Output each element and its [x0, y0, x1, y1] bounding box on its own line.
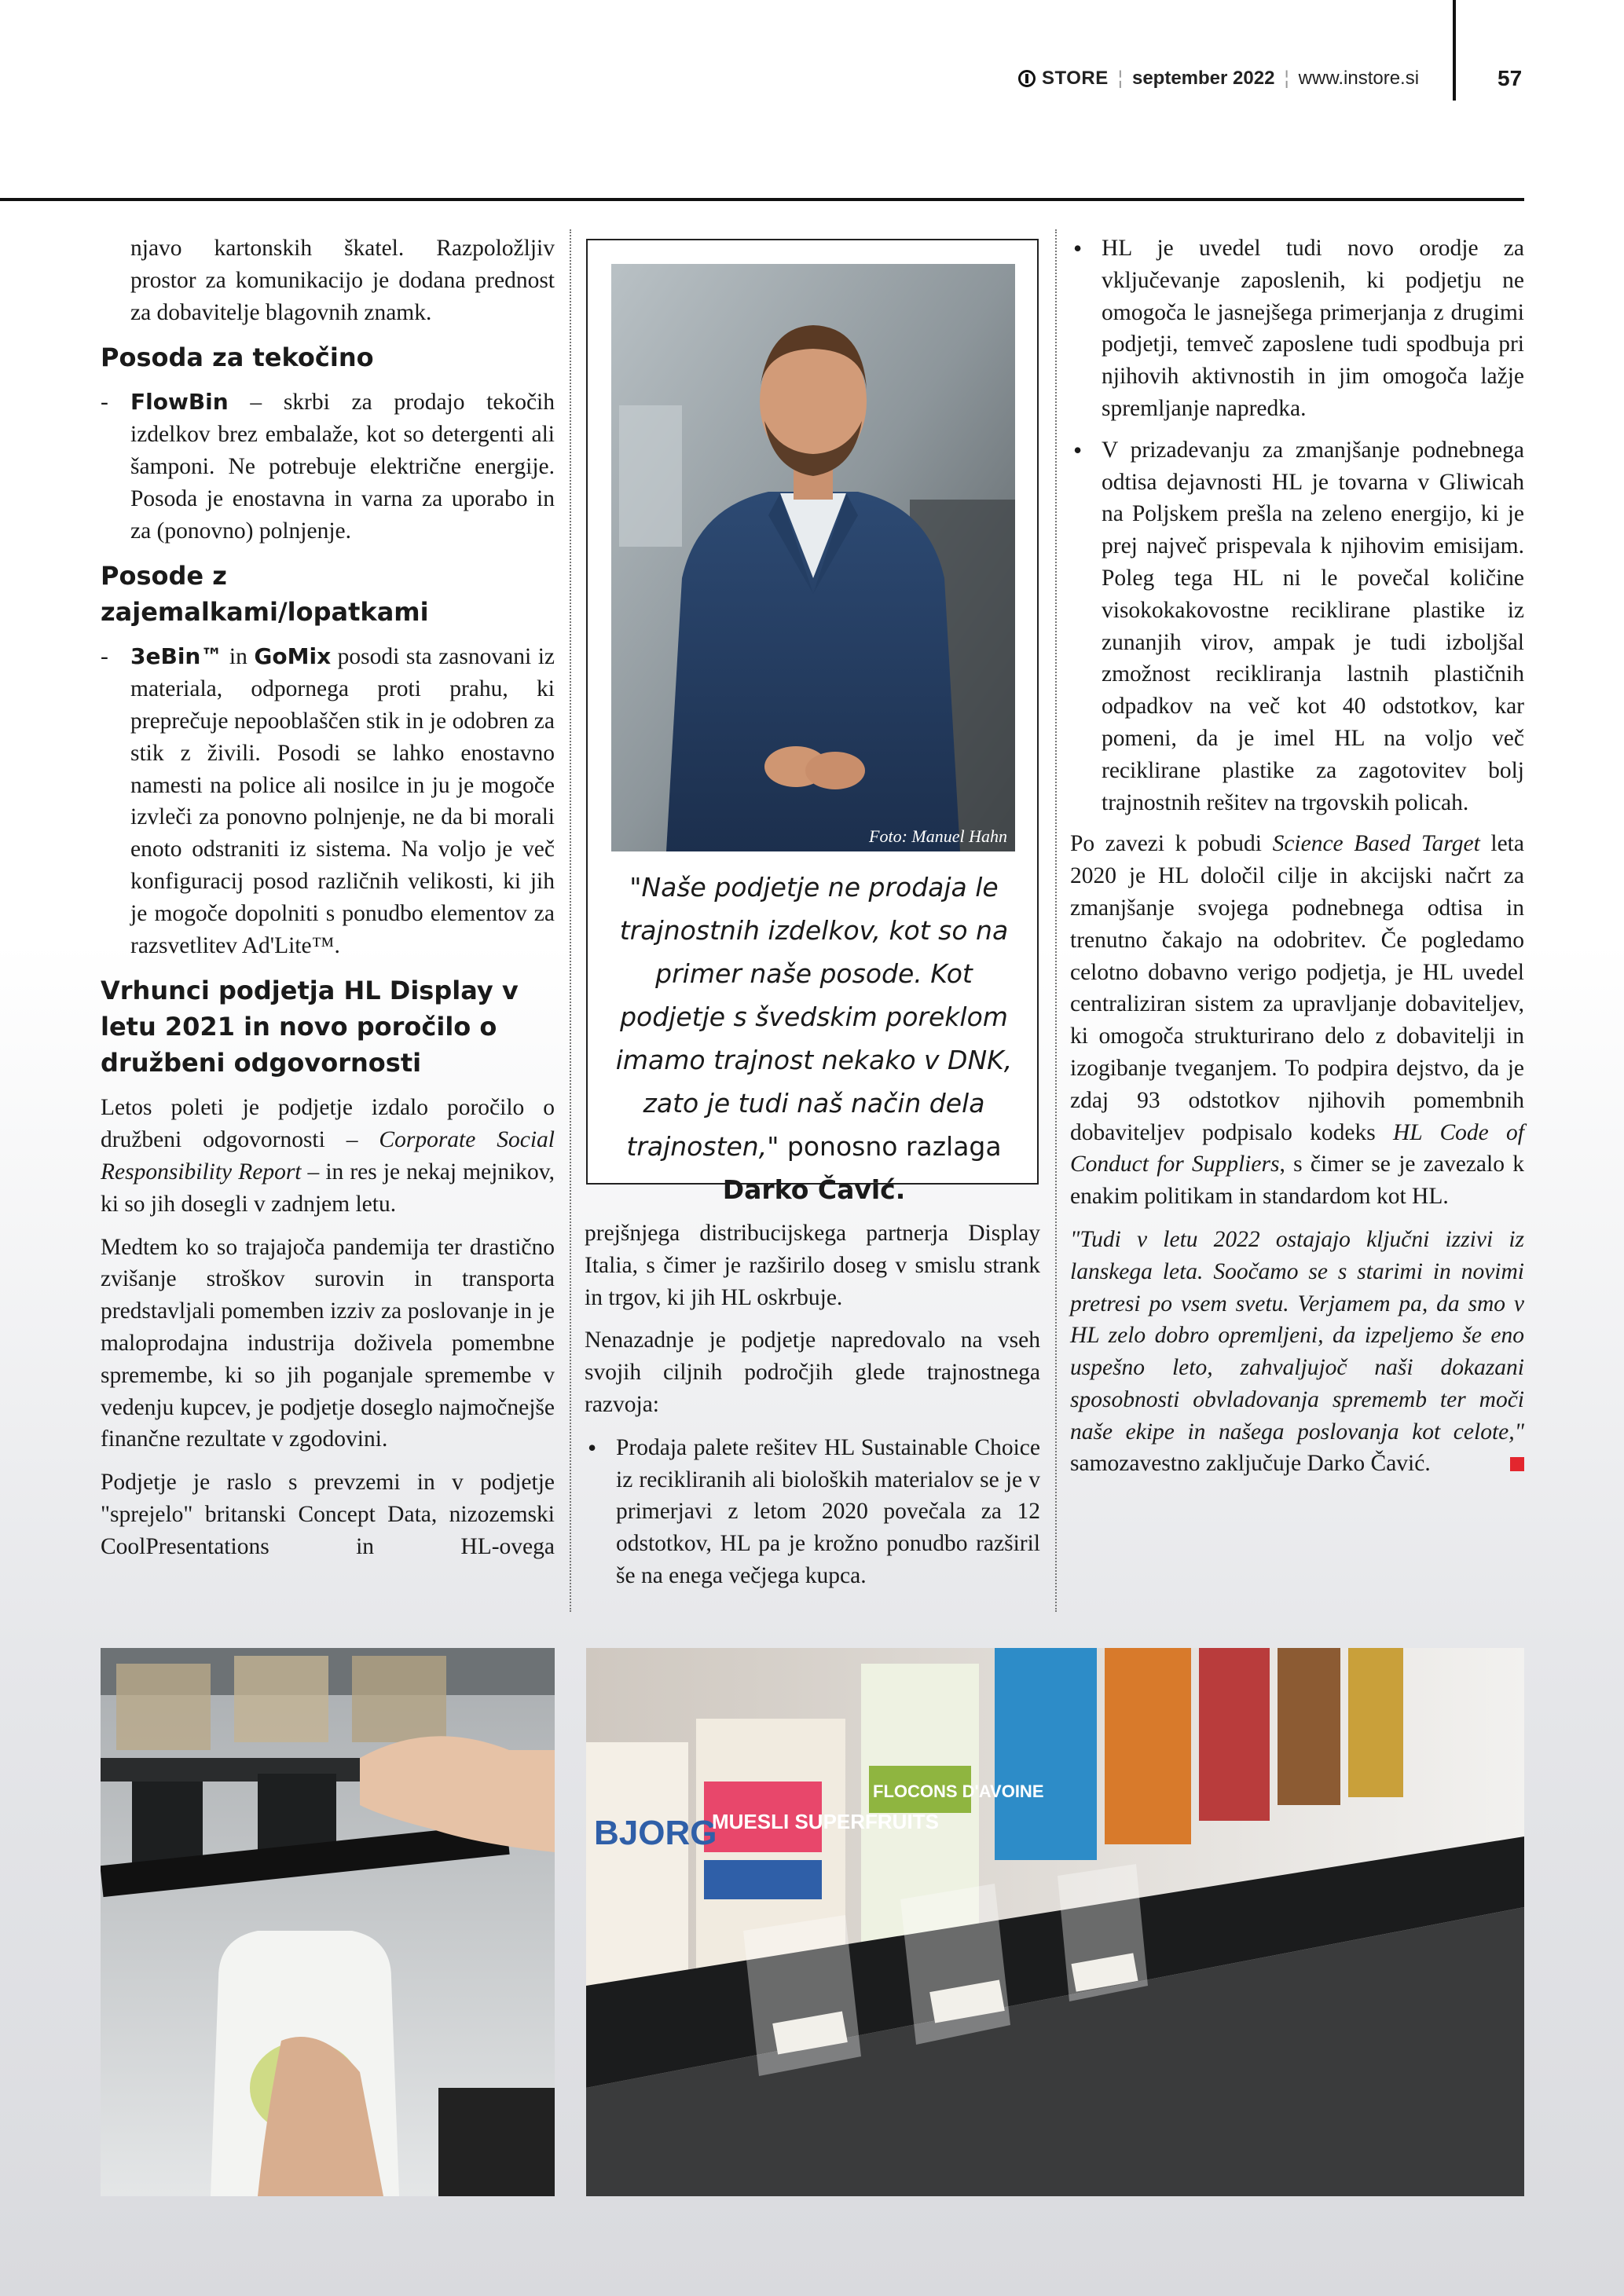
list-item-3ebin-gomix: - 3eBin™ in GoMix posodi sta zasnovani iz materiala, odpornega proti prahu, ki preprečuje nepooblaščen stik in je odobren za stik z živili. Posodi se lahko enostavno namesti na police ali nosilce in ju je mogoče izvleči za ponovno polnjenje, ne da bi morali enoto odstraniti iz sistema. Na voljo je več konfiguracij posod različnih velikosti, ki jih je mogoče dopolniti s ponudbo elementov za razsvetlitev Ad'Lite™. — [101, 641, 555, 961]
product-name-3ebin: 3eBin™ — [130, 643, 223, 670]
paragraph-intro-line: njavo kartonskih škatel. Razpoložljiv — [130, 236, 555, 261]
end-of-article-mark — [1510, 1457, 1524, 1471]
paragraph-closing-quote: "Tudi v letu 2022 ostajajo ključni izzivi iz lanskega leta. Soočamo se s starimi in novimi pretresi po vsem svetu. Verjamem pa, da smo v HL zelo dobro opremljeni, da izpeljemo še eno uspešno leto, zahvaljujoč naši dokazani sposobnosti obvladovanja sprememb ter moči naše ekipe in našega poslovanja kot celote," samozavestno zaključuje Darko Čavić. — [1070, 1226, 1524, 1477]
heading-scoop-containers: Posode z zajemalkami/lopatkami — [101, 561, 429, 628]
dispenser-illustration — [101, 1648, 555, 2196]
product-name-flowbin: FlowBin — [130, 389, 229, 416]
column-separator — [1055, 229, 1057, 1612]
running-header — [1018, 68, 1419, 90]
paragraph-pandemic: Medtem ko so trajajoča pandemija ter drastično zvišanje stroškov surovin in transporta predstavljali pomemben izziv za poslovanje in je maloprodajna industrija doživela pomembne spremembe, ki so jih poganjale spremembe v vedenju kupcev, je podjetje doseglo najmočnejše finančne rezultate v zgodovini. — [101, 1234, 555, 1452]
product-label-flocons: FLOCONS D'AVOINE — [873, 1782, 1044, 1801]
instore-logo-icon — [1018, 70, 1036, 87]
cereal-bins-illustration — [586, 1648, 1524, 2196]
product-name-gomix: GoMix — [254, 643, 332, 670]
column-3 — [1070, 233, 1524, 1491]
list-item: • V prizadevanju za zmanjšanje podnebnega odtisa dejavnosti HL je tovarna v Gliwicah na Poljskem prešla na zeleno energijo, ki je prej največ prispevala k njihovim emisijam. Poleg tega HL ni le povečal količine visokokakovostne reciklirane plastike iz zunanjih virov, ampak je tudi izboljšal zmožnost recikliranja lastnih plastičnih odpadkov na več kot 40 odstotkov, kar pomeni, da je imel HL na voljo več reciklirane plastike za zagotovitev bolj trajnostnih rešitev na trgovskih policah. — [1070, 434, 1524, 819]
paragraph-intro: prostor za komunikacijo je dodana prednost za dobavitelje blagovnih znamk. — [130, 267, 555, 325]
sustainability-list — [585, 1432, 1040, 1592]
quote-box — [586, 239, 1039, 1205]
product-brand-label: BJORG — [594, 1814, 717, 1852]
column-separator — [570, 229, 571, 1612]
photo-credit: Foto: Manuel Hahn — [869, 826, 1007, 846]
list-item: • Prodaja palete rešitev HL Sustainable Choice iz recikliranih ali bioloških materialov se je v primerjavi z letom 2020 povečala za 12 odstotkov, HL pa je krožno ponudbo razširil še na enega večjega kupca. — [585, 1432, 1040, 1592]
list-item: • HL je uvedel tudi novo orodje za vključevanje zaposlenih, ki podjetju ne omogoča le jasnejšega primerjanja z drugimi podjetji, temveč zaposlene tudi spodbuja pri njihovih aktivnostih in jim omogoča lažje spremljanje napredka. — [1070, 233, 1524, 425]
header-issue: september 2022 — [1131, 68, 1275, 89]
paragraph-csr-report: Letos poleti je podjetje izdalo poročilo o družbeni odgovornosti – Corporate Social Responsibility Report – in res je nekaj mejnikov, ki so jih dosegli v zadnjem letu. — [101, 1095, 555, 1217]
header-vertical-rule — [1453, 0, 1456, 101]
column-2 — [585, 1218, 1040, 1602]
heading-highlights: Vrhunci podjetja HL Display v letu 2021 in novo poročilo o družbeni odgovornosti — [101, 976, 519, 1078]
header-rule — [0, 198, 1524, 201]
paragraph-sustainability-goals: Nenazadnje je podjetje napredovalo na vseh svojih ciljnih področjih glede trajnostnega razvoja: — [585, 1327, 1040, 1417]
liquid-dispenser-photo — [101, 1648, 555, 2196]
portrait-photo — [611, 264, 1015, 851]
sustainability-list-continued — [1070, 233, 1524, 818]
product-label-muesli: MUESLI SUPERFRUITS — [712, 1810, 939, 1833]
paragraph-display-italia: prejšnjega distribucijskega partnerja Display Italia, s čimer je razširilo doseg v smislu strank in trgov, ki jih HL oskrbuje. — [585, 1221, 1040, 1310]
header-separator: ¦ — [1284, 68, 1289, 89]
header-brand: STORE — [1042, 68, 1109, 89]
list-item-flowbin: - FlowBin – skrbi za prodajo tekočih izdelkov brez embalaže, kot so detergenti ali šamponi. Ne potrebuje električne energije. Posoda je enostavna in varna za uporabo in za (ponovno) polnjenje. — [101, 386, 555, 547]
paragraph-acquisitions: Podjetje je raslo s prevzemi in v podjetje "sprejelo" britanski Concept Data, nizozemski CoolPresentations in HL-ovega — [101, 1470, 555, 1559]
quote-speaker: Darko Čavić. — [722, 1174, 906, 1205]
column-1 — [101, 233, 555, 1574]
page-number: 57 — [1498, 66, 1523, 90]
header-url[interactable]: www.instore.si — [1298, 68, 1420, 89]
pull-quote: "Naše podjetje ne prodaja le trajnostnih izdelkov, kot so na primer naše posode. Kot podjetje s švedskim poreklom imamo trajnost nekako v DNK, zato je tudi naš način dela trajnosten," ponosno razlaga Darko Čavić. — [615, 872, 1013, 1205]
heading-liquid-container: Posoda za tekočino — [101, 342, 374, 373]
cereal-bins-photo — [586, 1648, 1524, 2196]
quote-text: "Naše podjetje ne prodaja le trajnostnih izdelkov, kot so na primer naše posode. Kot podjetje s švedskim poreklom imamo trajnost nekako v DNK, zato je tudi naš način dela trajnosten," — [615, 872, 1013, 1162]
header-separator: ¦ — [1117, 68, 1123, 89]
portrait-illustration — [611, 264, 1015, 851]
paragraph-science-based-target: Po zavezi k pobudi Science Based Target leta 2020 je HL določil cilje in akcijski načrt za zmanjšanje svojega podnebnega odtisa in trenutno čakajo na odobritev. Če pogledamo celotno dobavno verigo podjetja, je HL uvedel centraliziran sistem za upravljanje dobaviteljev, ki omogoča strukturirano delo z dobavitelji in izogibanje tveganjem. To podpira dejstvo, da je zdaj 93 odstotkov njihovih pomembnih dobaviteljev podpisalo kodeks HL Code of Conduct for Suppliers, s čimer se je zavezalo k enakim politikam in standardom kot HL. — [1070, 831, 1524, 1210]
